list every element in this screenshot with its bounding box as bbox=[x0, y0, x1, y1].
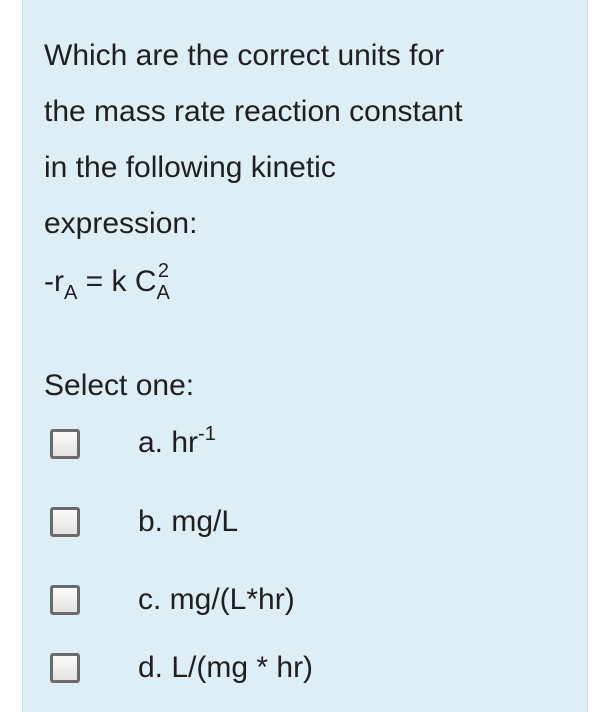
option-d-checkbox[interactable] bbox=[50, 653, 80, 683]
select-one-label: Select one: bbox=[44, 369, 195, 402]
question-line-4: expression: bbox=[44, 207, 198, 240]
question-line-3: in the following kinetic bbox=[44, 151, 336, 184]
equation-lhs: -r bbox=[44, 265, 64, 298]
equation-rhs-superscript: 2 bbox=[157, 260, 169, 282]
option-c[interactable] bbox=[50, 580, 295, 620]
option-c-checkbox[interactable] bbox=[50, 585, 80, 615]
kinetic-expression bbox=[44, 262, 169, 305]
option-a-checkbox[interactable] bbox=[50, 429, 80, 459]
option-b[interactable] bbox=[50, 502, 238, 542]
equation-rhs-subscript: A bbox=[156, 282, 170, 304]
option-a-label[interactable] bbox=[138, 423, 216, 466]
option-d[interactable] bbox=[50, 648, 313, 688]
question-line-1: Which are the correct units for bbox=[44, 39, 445, 72]
option-c-label[interactable]: c. mg/(L*hr) bbox=[138, 583, 295, 616]
question-line-2: the mass rate reaction constant bbox=[44, 95, 463, 128]
option-d-label[interactable]: d. L/(mg * hr) bbox=[138, 651, 314, 684]
option-a-superscript: -1 bbox=[198, 422, 216, 445]
option-a-text: a. hr bbox=[138, 425, 199, 459]
question-text bbox=[44, 28, 544, 252]
option-a[interactable] bbox=[50, 424, 216, 464]
option-b-checkbox[interactable] bbox=[50, 507, 80, 537]
equation-lhs-subscript: A bbox=[63, 282, 78, 304]
equation-middle: = k C bbox=[77, 265, 157, 298]
option-b-label[interactable]: b. mg/L bbox=[138, 505, 239, 538]
